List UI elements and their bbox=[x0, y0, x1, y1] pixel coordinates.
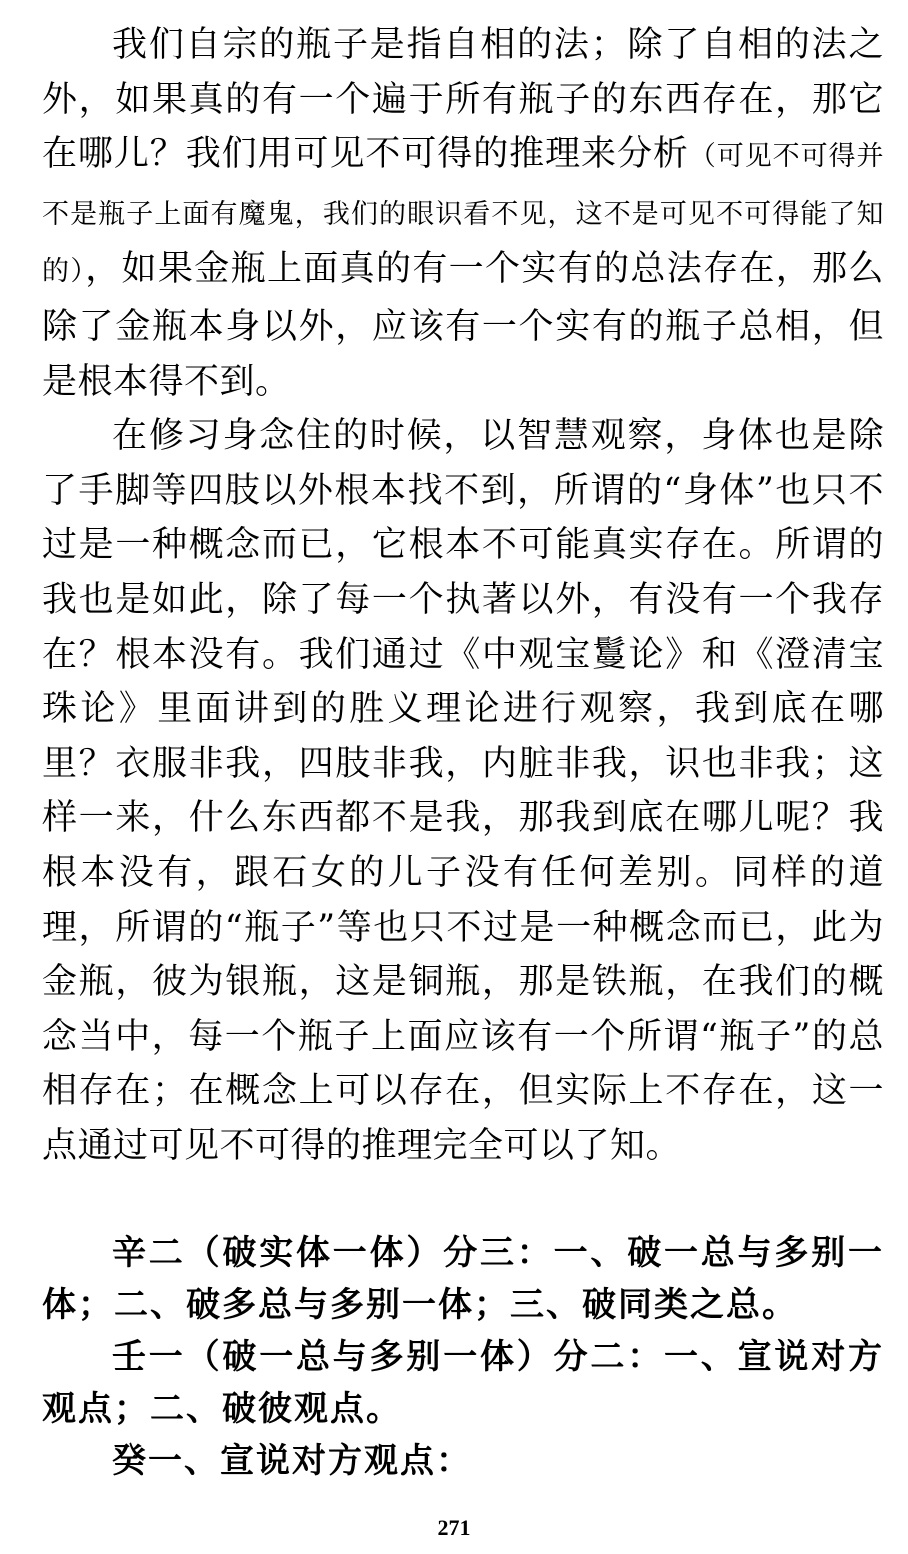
section-heading-gui-yi: 癸一、宣说对方观点： bbox=[112, 1441, 472, 1482]
section-spacer bbox=[42, 1173, 884, 1227]
section-heading-xin-er: 辛二（破实体一体）分三：一、破一总与多别一体；二、破多总与多别一体；三、破同类之总。 bbox=[42, 1233, 884, 1326]
paragraph-1-text-a: 我们自宗的瓶子是指自相的法；除了自相的法之外，如果真的有一个遍于所有瓶子的东西存在，那它在哪儿？我们用可见不可得的推理来分析 bbox=[42, 25, 884, 175]
section-heading-ren-yi: 壬一（破一总与多别一体）分二：一、宣说对方观点；二、破彼观点。 bbox=[42, 1337, 884, 1430]
page-number: 271 bbox=[437, 1515, 471, 1540]
paragraph-1-text-b: ，如果金瓶上面真的有一个实有的总法存在，那么除了金瓶本身以外，应该有一个实有的瓶子总相，但是根本得不到。 bbox=[42, 249, 884, 402]
page-body bbox=[42, 18, 884, 1487]
paragraph-1-note: （可见不可得并不是瓶子上面有魔鬼，我们的眼识看不见，这不是可见不可得能了知的） bbox=[42, 141, 884, 288]
body-paragraph-2: 在修习身念住的时候，以智慧观察，身体也是除了手脚等四肢以外根本找不到，所谓的“身体”也只不过是一种概念而已，它根本不可能真实存在。所谓的我也是如此，除了每一个执著以外，有没有一个我存在？根本没有。我们通过《中观宝鬘论》和《澄清宝珠论》里面讲到的胜义理论进行观察，我到底在哪里？衣服非我，四肢非我，内脏非我，识也非我；这样一来，什么东西都不是我，那我到底在哪儿呢？我根本没有，跟石女的儿子没有任何差别。同样的道理，所谓的“瓶子”等也只不过是一种概念而已，此为金瓶，彼为银瓶，这是铜瓶，那是铁瓶，在我们的概念当中，每一个瓶子上面应该有一个所谓“瓶子”的总相存在；在概念上可以存在，但实际上不存在，这一点通过可见不可得的推理完全可以了知。 bbox=[42, 416, 884, 1166]
body-paragraph-1 bbox=[42, 18, 884, 409]
